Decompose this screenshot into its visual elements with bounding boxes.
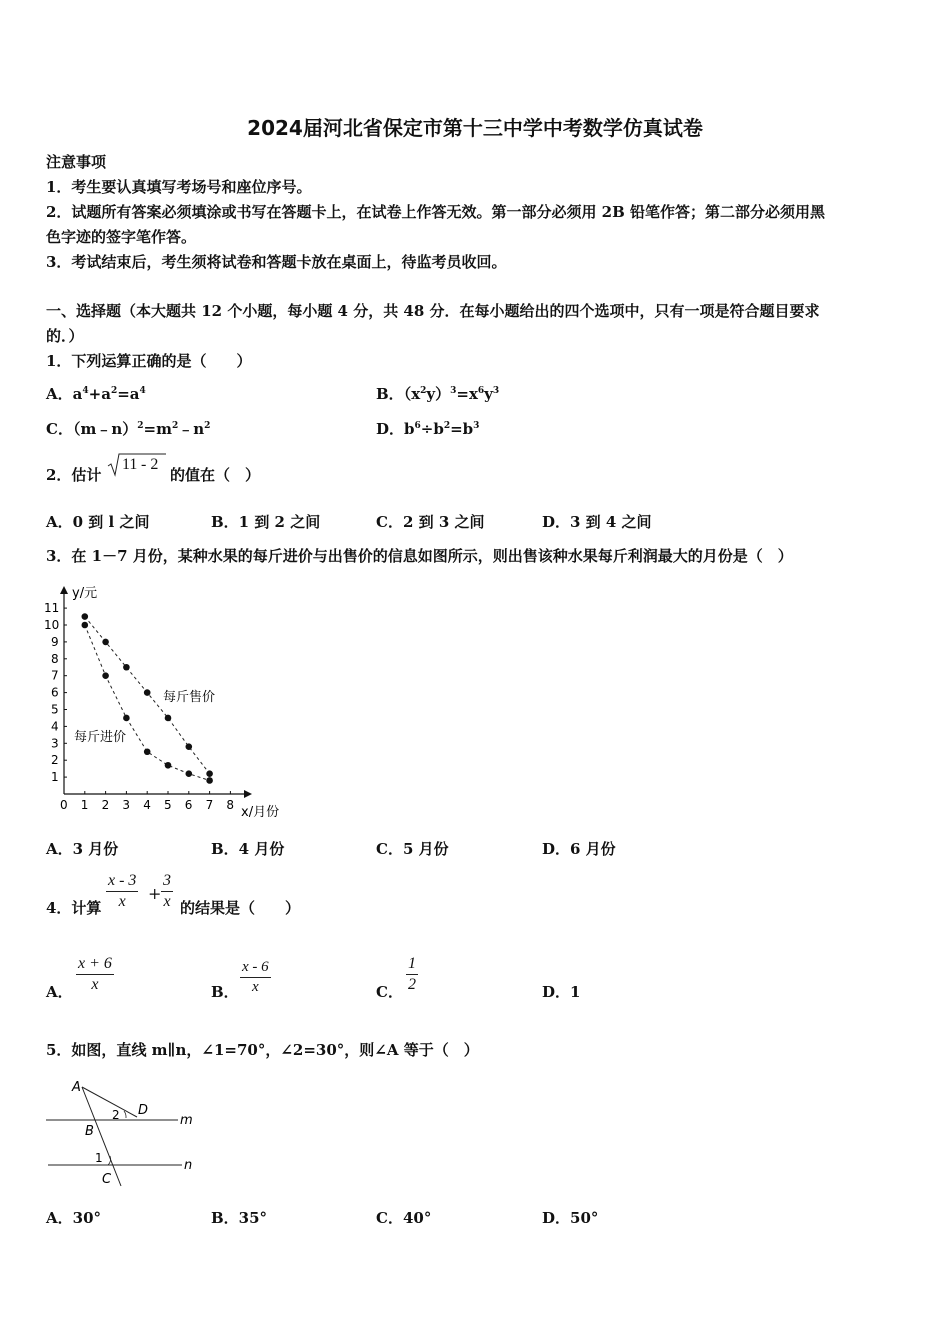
notice-item-1: 1．考生要认真填写考场号和座位序号。 [46, 178, 312, 196]
q4-option-a-label[interactable]: A． [46, 983, 73, 1001]
notice-item-2: 2．试题所有答案必须填涂或书写在答题卡上，在试卷上作答无效。第一部分必须用 2B 铅笔作答；第二部分必须用黑 [46, 203, 826, 221]
q2-stem-pre: 2．估计 [46, 466, 102, 484]
q5-option-a[interactable]: A．30° [46, 1209, 102, 1227]
y-tick-label: 9 [51, 634, 59, 649]
q3-option-b[interactable]: B．4 月份 [211, 840, 285, 858]
x-tick-label: 4 [143, 798, 151, 812]
q2-option-a[interactable]: A．0 到 l 之间 [46, 513, 150, 531]
point-d-label: D [138, 1103, 149, 1118]
y-axis-arrow [60, 586, 68, 594]
q3-stem: 3．在 1－7 月份，某种水果的每斤进价与出售价的信息如图所示，则出售该种水果每斤利润最大的月份是（ ） [46, 547, 793, 565]
line-n-label: n [184, 1158, 193, 1173]
notice-heading: 注意事项 [46, 153, 107, 171]
x-tick-label: 6 [184, 798, 193, 812]
notice-item-3: 3．考试结束后，考生须将试卷和答题卡放在桌面上，待监考员收回。 [46, 253, 507, 271]
q3-option-d[interactable]: D．6 月份 [542, 840, 616, 858]
q4-plus: + [148, 884, 162, 903]
q4-option-c-fraction[interactable]: $\frac{1}{2}$ [408, 955, 416, 993]
x-tick-label: 2 [101, 798, 110, 812]
sell-price-point [123, 664, 130, 671]
q2-minus-two: - 2 [141, 456, 159, 473]
legend-sell: 每斤售价 [163, 690, 216, 705]
y-tick-label: 2 [51, 753, 59, 768]
q4-option-a-fraction[interactable]: $\frac{x + 6}{x}$ [78, 955, 112, 993]
y-tick-label: 11 [44, 601, 60, 616]
x-tick-label: 3 [122, 798, 131, 812]
q1-option-d[interactable]: D．$b^6\div b^2=b^3$ [376, 420, 480, 438]
cost-price-point [165, 762, 172, 769]
sell-price-point [206, 770, 213, 777]
q4-option-b-label[interactable]: B． [211, 983, 239, 1001]
y-tick-label: 10 [44, 618, 60, 632]
point-c-label: C [102, 1172, 112, 1187]
q2-option-d[interactable]: D．3 到 4 之间 [542, 513, 652, 531]
cost-price-point [123, 715, 130, 722]
q1-option-c[interactable]: C．$(m﹣n)^2=m^2﹣n^2$ [46, 420, 211, 438]
cost-price-point [82, 622, 89, 629]
x-tick-label: 0 [60, 798, 68, 812]
sell-price-point [144, 689, 151, 696]
q2-option-c[interactable]: C．2 到 3 之间 [376, 513, 485, 531]
cost-price-point [186, 770, 193, 777]
y-tick-label: 6 [51, 685, 59, 700]
sell-price-point [165, 715, 172, 722]
notice-item-2-cont: 色字迹的签字笔作答。 [46, 228, 197, 246]
parallel-lines-figure [40, 1072, 210, 1197]
angle-1-label: 1 [95, 1151, 103, 1165]
q2-radicand: 11 [122, 456, 138, 473]
page-title: 2024届河北省保定市第十三中学中考数学仿真试卷 [247, 116, 703, 140]
x-tick-label: 8 [226, 798, 235, 812]
q4-option-d[interactable]: D．1 [542, 983, 581, 1001]
q2-stem-post: 的值在（ ） [170, 466, 261, 484]
section-heading: 一、选择题（本大题共 12 个小题，每小题 4 分，共 48 分．在每小题给出的四个选项中，只有一项是符合题目要求 [46, 302, 820, 320]
q1-stem: 1．下列运算正确的是（ ） [46, 352, 252, 370]
q4-option-b-fraction[interactable]: $\frac{x - 6}{x}$ [242, 959, 269, 995]
q5-stem: 5．如图，直线 m∥n，∠1=70°，∠2=30°，则∠A 等于（ ） [46, 1041, 479, 1059]
q5-option-c[interactable]: C．40° [376, 1209, 432, 1227]
y-tick-label: 7 [51, 668, 59, 683]
line-m-label: m [180, 1113, 193, 1128]
x-axis-arrow [244, 790, 252, 798]
q3-option-c[interactable]: C．5 月份 [376, 840, 449, 858]
sell-price-point [82, 613, 89, 620]
legend-cost: 每斤进价 [74, 730, 127, 745]
q1-option-a[interactable]: A．$a^4+a^2=a^4$ [46, 385, 146, 403]
cost-price-point [144, 748, 151, 755]
y-tick-label: 5 [51, 702, 59, 717]
q4-option-c-label[interactable]: C． [376, 983, 403, 1001]
angle-2-label: 2 [112, 1108, 120, 1122]
y-tick-label: 3 [51, 736, 59, 751]
q4-fraction-1: $\frac{x - 3}{x}$ [108, 872, 137, 910]
price-chart [38, 580, 298, 825]
point-b-label: B [85, 1124, 94, 1139]
x-tick-label: 1 [80, 798, 89, 812]
q1-option-b[interactable]: B．$(x^2y)^3=x^6y^3$ [376, 385, 500, 403]
sell-price-point [186, 743, 193, 750]
x-axis-label: x/月份 [241, 805, 280, 820]
sell-price-point [102, 639, 109, 646]
q5-option-b[interactable]: B．35° [211, 1209, 268, 1227]
section-heading-cont: 的．） [46, 327, 84, 345]
line-ad [82, 1087, 137, 1117]
x-tick-label: 7 [205, 798, 214, 812]
q2-option-b[interactable]: B．1 到 2 之间 [211, 513, 321, 531]
q4-stem-post: 的结果是（ ） [180, 899, 301, 917]
q5-option-d[interactable]: D．50° [542, 1209, 599, 1227]
cost-price-point [102, 672, 109, 679]
q4-fraction-2: $\frac{3}{x}$ [163, 872, 171, 910]
y-axis-label: y/元 [72, 586, 98, 601]
x-tick-label: 5 [164, 798, 172, 812]
q4-stem-pre: 4．计算 [46, 899, 102, 917]
y-tick-label: 8 [51, 651, 59, 666]
angle-2-arc [124, 1111, 126, 1118]
q3-option-a[interactable]: A．3 月份 [46, 840, 119, 858]
cost-price-point [206, 777, 213, 784]
y-tick-label: 1 [51, 770, 59, 785]
y-tick-label: 4 [51, 719, 59, 734]
point-a-label: A [72, 1080, 81, 1095]
